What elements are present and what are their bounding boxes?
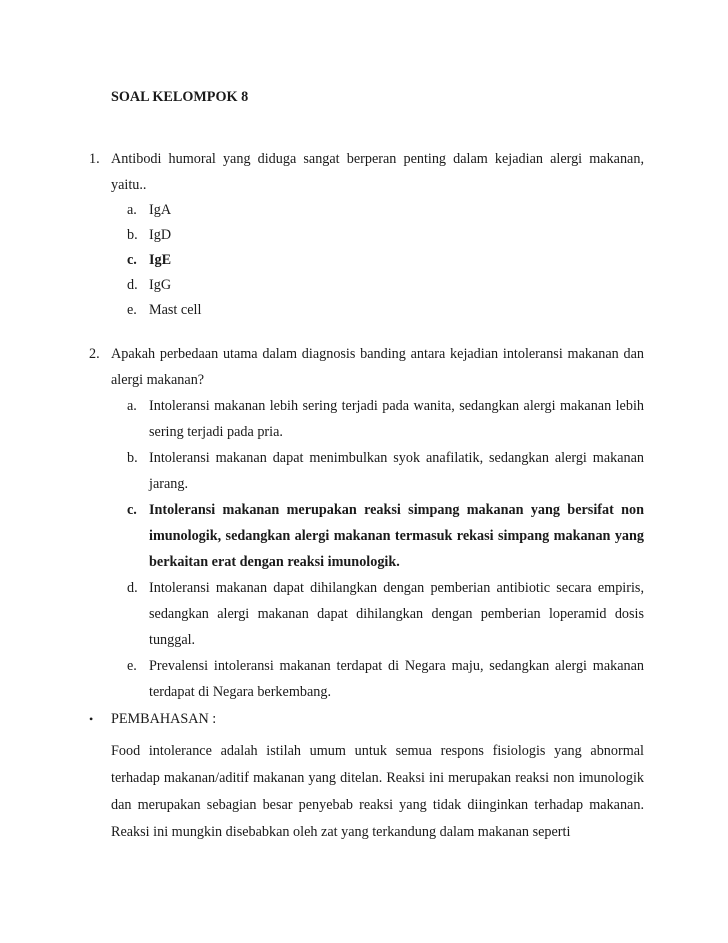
option-list <box>127 393 644 705</box>
option-letter: d. <box>127 580 138 596</box>
option-letter: c. <box>127 252 137 268</box>
option-letter: e. <box>127 658 137 674</box>
question-1 <box>89 146 644 323</box>
discussion-paragraph <box>111 738 644 846</box>
option-text: IgG <box>149 277 172 293</box>
option-letter: e. <box>127 302 137 318</box>
discussion-text: Food intolerance adalah istilah umum untuk semua respons fisiologis yang abnormal terhadap makanan/aditif makanan yang ditelan. Reaksi ini merupakan reaksi non imunologik dan merupakan sebagian besar penyebab reaksi yang tidak diinginkan terhadap makanan. Reaksi ini mungkin disebabkan oleh zat yang terkandung dalam makanan seperti <box>111 743 644 840</box>
option-d <box>127 273 644 298</box>
bullet-icon: • <box>89 712 94 726</box>
option-letter: b. <box>127 450 138 466</box>
option-text: IgA <box>149 202 172 218</box>
option-b <box>127 445 644 497</box>
option-a <box>127 198 644 223</box>
option-letter: a. <box>127 398 137 414</box>
option-text: Intoleransi makanan lebih sering terjadi pada wanita, sedangkan alergi makanan lebih sering terjadi pada pria. <box>149 398 644 440</box>
option-e <box>127 298 644 323</box>
option-d <box>127 575 644 653</box>
option-list <box>127 198 644 323</box>
option-e <box>127 653 644 705</box>
option-letter: d. <box>127 277 138 293</box>
option-text: Prevalensi intoleransi makanan terdapat di Negara maju, sedangkan alergi makanan terdapat di Negara berkembang. <box>149 658 644 700</box>
option-c <box>127 248 644 273</box>
option-text: Intoleransi makanan dapat menimbulkan syok anafilatik, sedangkan alergi makanan jarang. <box>149 450 644 492</box>
option-text: IgE <box>149 252 172 268</box>
option-text: Intoleransi makanan dapat dihilangkan dengan pemberian antibiotic secara empiris, sedangkan alergi makanan dapat dihilangkan dengan pemberian loperamid dosis tunggal. <box>149 580 644 648</box>
question-number: 2. <box>89 346 100 362</box>
option-c <box>127 497 644 575</box>
option-letter: c. <box>127 502 137 518</box>
document-title: SOAL KELOMPOK 8 <box>111 89 249 105</box>
question-2 <box>89 341 644 705</box>
option-b <box>127 223 644 248</box>
option-text: Intoleransi makanan merupakan reaksi simpang makanan yang bersifat non imunologik, sedangkan alergi makanan termasuk rekasi simpang makanan yang berkaitan erat dengan reaksi imunologik. <box>149 502 644 570</box>
question-stem: Antibodi humoral yang diduga sangat berperan penting dalam kejadian alergi makanan, yaitu.. <box>111 151 644 193</box>
option-letter: b. <box>127 227 138 243</box>
question-stem: Apakah perbedaan utama dalam diagnosis banding antara kejadian intoleransi makanan dan alergi makanan? <box>111 346 644 388</box>
discussion-heading: PEMBAHASAN : <box>111 711 217 727</box>
option-text: Mast cell <box>149 302 202 318</box>
question-number: 1. <box>89 151 100 167</box>
option-text: IgD <box>149 227 172 243</box>
option-a <box>127 393 644 445</box>
option-letter: a. <box>127 202 137 218</box>
discussion-heading-row <box>89 709 644 729</box>
